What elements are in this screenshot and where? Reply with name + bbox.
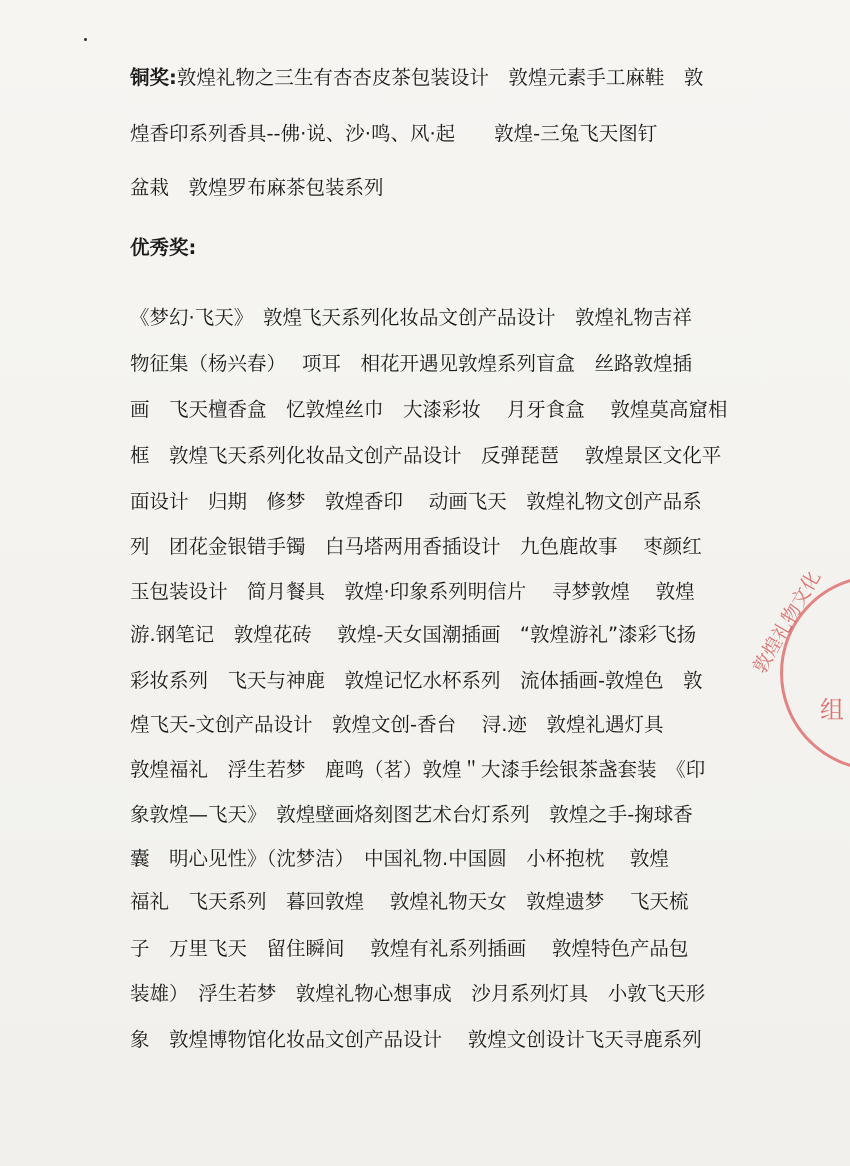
excellence-line: 游.钢笔记 敦煌花砖 敦煌-天女国潮插画 “敦煌游礼”漆彩飞扬 — [130, 623, 697, 646]
excellence-line: 装雄） 浮生若梦 敦煌礼物心想事成 沙月系列灯具 小敦飞天形 — [130, 982, 706, 1005]
bronze-award-text-1: 敦煌礼物之三生有杏杏皮茶包装设计 敦煌元素手工麻鞋 敦 — [176, 66, 704, 89]
excellence-line: 福礼 飞天系列 暮回敦煌 敦煌礼物天女 敦煌遗梦 飞天梳 — [130, 890, 689, 913]
ink-dot — [84, 38, 87, 41]
excellence-line: 象敦煌—飞天》 敦煌壁画烙刻图艺术台灯系列 敦煌之手-掬球香 — [130, 803, 693, 826]
excellence-award-label: 优秀奖: — [130, 236, 197, 259]
excellence-line: 玉包装设计 简月餐具 敦煌·印象系列明信片 寻梦敦煌 敦煌 — [130, 580, 695, 603]
seal-text: 敦煌礼物文化 — [749, 567, 826, 677]
excellence-line: 《梦幻·飞天》 敦煌飞天系列化妆品文创产品设计 敦煌礼物吉祥 — [130, 306, 692, 329]
bronze-award-line-1 — [130, 66, 850, 90]
excellence-line: 框 敦煌飞天系列化妆品文创产品设计 反弹琵琶 敦煌景区文化平 — [130, 444, 722, 467]
excellence-line: 面设计 归期 修梦 敦煌香印 动画飞天 敦煌礼物文创产品系 — [130, 490, 702, 513]
excellence-line: 煌飞天-文创产品设计 敦煌文创-香台 浔.迹 敦煌礼遇灯具 — [130, 713, 664, 736]
excellence-line: 彩妆系列 飞天与神鹿 敦煌记忆水杯系列 流体插画-敦煌色 敦 — [130, 669, 703, 692]
excellence-line: 象 敦煌博物馆化妆品文创产品设计 敦煌文创设计飞天寻鹿系列 — [130, 1028, 702, 1051]
bronze-award-label: 铜奖: — [130, 66, 177, 89]
bronze-award-line-3: 盆栽 敦煌罗布麻茶包装系列 — [130, 176, 384, 199]
excellence-line: 子 万里飞天 留住瞬间 敦煌有礼系列插画 敦煌特色产品包 — [130, 937, 689, 960]
excellence-line: 敦煌福礼 浮生若梦 鹿鸣（茗）敦煌＂大漆手绘银茶盏套装 《印 — [130, 758, 706, 781]
bronze-award-line-2: 煌香印系列香具--佛·说、沙·鸣、风·起 敦煌-三兔飞天图钉 — [130, 122, 658, 145]
excellence-line: 囊 明心见性》（沈梦洁） 中国礼物.中国圆 小杯抱枕 敦煌 — [130, 847, 669, 870]
excellence-line: 画 飞天檀香盒 忆敦煌丝巾 大漆彩妆 月牙食盒 敦煌莫高窟相 — [130, 398, 728, 421]
seal-char: 组 — [820, 696, 844, 724]
excellence-line: 列 团花金银错手镯 白马塔两用香插设计 九色鹿故事 枣颜红 — [130, 535, 702, 558]
excellence-line: 物征集（杨兴春） 项耳 相花开遇见敦煌系列盲盒 丝路敦煌插 — [130, 352, 692, 375]
